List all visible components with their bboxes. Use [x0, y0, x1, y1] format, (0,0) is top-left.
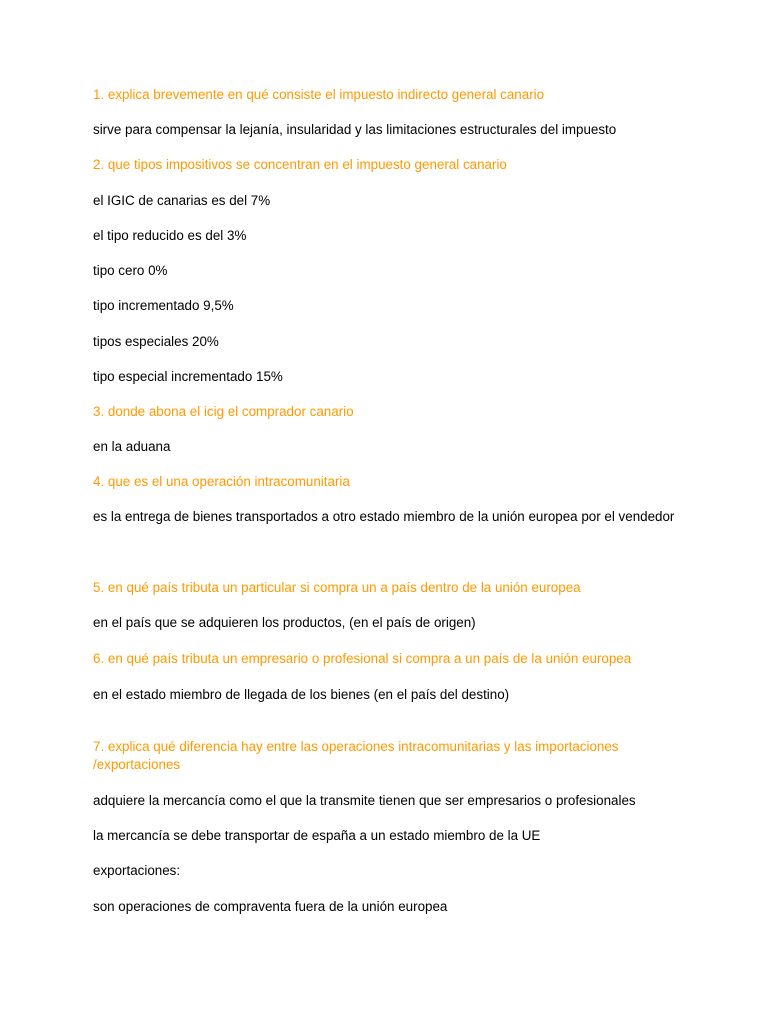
question-7: 7. explica qué diferencia hay entre las operaciones intracomunitarias y las importaciones /exportaciones: [93, 739, 619, 772]
answer-6: en el estado miembro de llegada de los bienes (en el país del destino): [93, 687, 510, 702]
answer-7-exportaciones-label: exportaciones:: [93, 863, 181, 878]
question-1: 1. explica brevemente en qué consiste el impuesto indirecto general canario: [93, 87, 545, 102]
question-6: 6. en qué país tributa un empresario o profesional si compra a un país de la unión europea: [93, 651, 632, 666]
question-3: 3. donde abona el icig el comprador canario: [93, 404, 354, 419]
answer-7-adquiere: adquiere la mercancía como el que la transmite tienen que ser empresarios o profesionales: [93, 793, 636, 808]
answer-2-especiales: tipos especiales 20%: [93, 334, 219, 349]
question-4: 4. que es el una operación intracomunitaria: [93, 474, 350, 489]
answer-7-exportaciones-def: son operaciones de compraventa fuera de la unión europea: [93, 899, 448, 914]
question-5: 5. en qué país tributa un particular si compra un a país dentro de la unión europea: [93, 580, 581, 595]
answer-3: en la aduana: [93, 439, 171, 454]
answer-7-transporte: la mercancía se debe transportar de españa a un estado miembro de la UE: [93, 828, 541, 843]
answer-2-reducido: el tipo reducido es del 3%: [93, 228, 247, 243]
answer-1: sirve para compensar la lejanía, insularidad y las limitaciones estructurales del impuesto: [93, 122, 617, 137]
answer-2-incrementado: tipo incrementado 9,5%: [93, 298, 234, 313]
answer-4: es la entrega de bienes transportados a otro estado miembro de la unión europea por el vendedor: [93, 509, 675, 524]
answer-2-igic: el IGIC de canarias es del 7%: [93, 193, 271, 208]
answer-5: en el país que se adquieren los productos, (en el país de origen): [93, 615, 476, 630]
answer-2-especial-incrementado: tipo especial incrementado 15%: [93, 369, 283, 384]
answer-2-cero: tipo cero 0%: [93, 263, 168, 278]
question-2: 2. que tipos impositivos se concentran en el impuesto general canario: [93, 157, 507, 172]
